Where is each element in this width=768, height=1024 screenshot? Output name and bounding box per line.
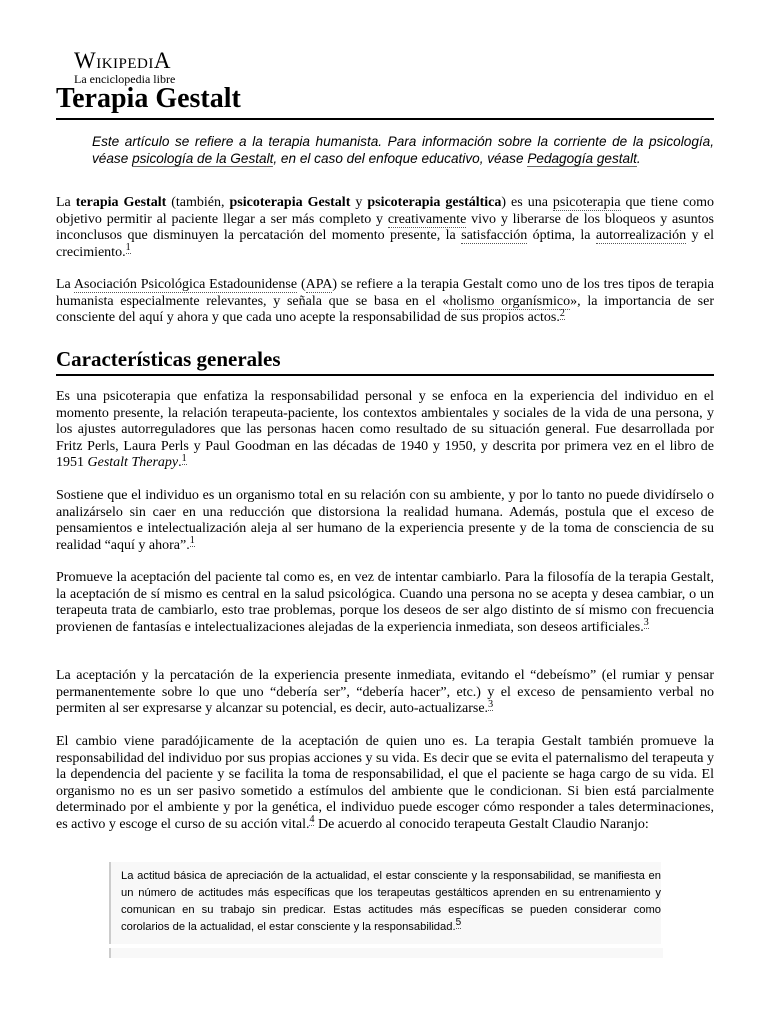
- paragraph-intro-1: La terapia Gestalt (también, psicoterapia Gestalt y psicoterapia gestáltica) es una psicoterapia que tiene como objetivo permitir al paciente llegar a ser más completo y creativamente vivo y liberarse de los bloqueos y asuntos inconclusos que disminuyen la percatación del momento presente, la satisfacción óptima, la autorrealización y el crecimiento.$^1$: [56, 195, 715, 260]
- blockquote-continuation: [109, 948, 663, 958]
- hatnote-text: .: [636, 151, 641, 166]
- link-holismo-organismico[interactable]: holismo organísmico: [449, 293, 571, 309]
- link-autorrealizacion[interactable]: autorrealización: [595, 228, 687, 244]
- link-apa[interactable]: APA: [305, 277, 333, 292]
- hatnote-text: Este artículo se refiere a la terapia humanista. Para información sobre la corriente de la psicología, véase: [92, 134, 714, 166]
- link-asociacion-psicologica[interactable]: Asociación Psicológica Estadounidense: [73, 277, 298, 292]
- wikipedia-logo[interactable]: [74, 50, 175, 86]
- wikipedia-tagline: La enciclopedia libre: [74, 72, 176, 86]
- hatnote: [92, 133, 714, 167]
- paragraph-caracteristicas-3: Promueve la aceptación del paciente tal como es, en vez de intentar cambiarlo. Para la filosofía de la terapia Gestalt, la aceptación de sí mismo es central en la salud psicológica. Cuando una persona no se acepta y desea cambiar, o un terapeuta trata de cambiarlo, esto trae problemas, porque los deseos de ser algo distinto de sí mismo con frecuencia provienen de fantasías e intelectualizaciones alejadas de la experiencia inmediata, son deseos artificiales.$^3$: [56, 570, 714, 635]
- link-satisfaccion[interactable]: satisfacción: [461, 228, 528, 244]
- paragraph-caracteristicas-5: El cambio viene paradójicamente de la aceptación de quien uno es. La terapia Gestalt también promueve la responsabilidad del individuo por sus propias acciones y su vida. Es decir que se evita el paternalismo del terapeuta y la dependencia del paciente y se facilita la toma de responsabilidad, el que el paciente se haga cargo de su vida. El organismo no es un ser pasivo sometido a estímulos del ambiente que le condicionan. Si bien está parcialmente determinado por el ambiente y por la genética, el individuo puede escoger cómo responder a tales determinaciones, es activo y escoge el curso de su acción vital.$^4$ De acuerdo al conocido terapeuta Gestalt Claudio Naranjo:: [56, 734, 714, 832]
- paragraph-caracteristicas-2: Sostiene que el individuo es un organismo total en su relación con su ambiente, y por lo tanto no puede dividírselo o analizárselo sin caer en una reducción que distorsiona la realidad humana. Además, postula que el exceso de pensamientos e intelectualización aleja al ser humano de la experiencia presente y de la toma de consciencia de su realidad “aquí y ahora”.$^1$: [56, 488, 714, 553]
- reference-link[interactable]: 3: [643, 617, 649, 629]
- link-psicoterapia[interactable]: psicoterapia: [552, 195, 621, 210]
- paragraph-intro-2: La Asociación Psicológica Estadounidense (APA) se refiere a la terapia Gestalt como uno de los tres tipos de terapia humanista especialmente relevantes, y señala que se basa en el «holismo organísmico», la importancia de ser consciente del aquí y ahora y que cada uno acepte la responsabilidad de sus propios actos.$^2$: [56, 277, 714, 326]
- reference-link[interactable]: 1: [189, 535, 195, 547]
- link-psicologia-gestalt[interactable]: psicología de la Gestalt: [132, 151, 274, 166]
- paragraph-caracteristicas-4: La aceptación y la percatación de la experiencia presente inmediata, evitando el “debeísmo” (el rumiar y pensar permanentemente sobre lo que uno “debería ser”, “debería hacer”, etc.) y el exceso de pensamiento verbal no permiten al ser expresarse y alcanzar su potencial, es decir, auto-actualizarse.$^3$: [56, 668, 714, 717]
- hatnote-text: , en el caso del enfoque educativo, véase: [273, 151, 528, 166]
- wikipedia-wordmark: WikipediA: [74, 48, 171, 73]
- link-pedagogia-gestalt[interactable]: Pedagogía gestalt: [527, 151, 637, 166]
- blockquote: La actitud básica de apreciación de la actualidad, el estar consciente y la responsabilidad, se manifiesta en un número de actitudes más específicas que los terapeutas gestálticos aprenden en su entrenamiento y comunican en su trabajo sin predicar. Estas actitudes más específicas se pueden considerar como corolarios de la actualidad, el estar consciente y la responsabilidad.$^5$: [109, 862, 661, 944]
- reference-link[interactable]: 3: [488, 698, 494, 710]
- reference-link[interactable]: 2: [559, 307, 565, 319]
- reference-link[interactable]: 5: [455, 917, 462, 929]
- reference-link[interactable]: 1: [181, 452, 187, 464]
- page-title: Terapia Gestalt: [56, 82, 714, 120]
- reference-link[interactable]: 1: [125, 242, 131, 254]
- section-heading: Características generales: [56, 346, 714, 376]
- reference-link[interactable]: 4: [309, 814, 315, 826]
- paragraph-caracteristicas-1: Es una psicoterapia que enfatiza la responsabilidad personal y se enfoca en la experiencia del individuo en el momento presente, la relación terapeuta-paciente, los contextos ambientales y sociales de la vida de una persona, y los ajustes autorreguladores que las personas hacen como resultado de su situación general. Fue desarrollada por Fritz Perls, Laura Perls y Paul Goodman en las décadas de 1940 y 1950, y descrita por primera vez en el libro de 1951 Gestalt Therapy.$^1$: [56, 389, 714, 471]
- link-creativamente[interactable]: creativamente: [387, 211, 467, 227]
